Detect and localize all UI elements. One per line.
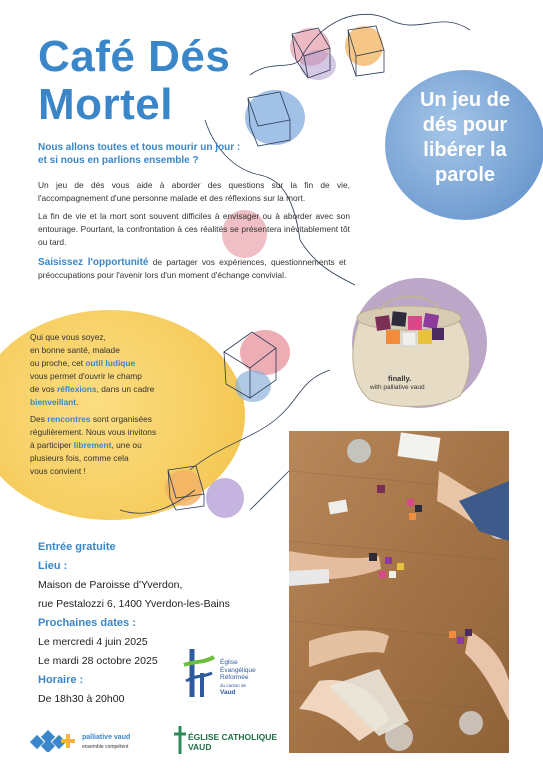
watercolor-purple-top [300, 50, 336, 80]
yellow-line-6 [30, 396, 240, 409]
catholic-line-1: ÉGLISE CATHOLIQUE [188, 732, 278, 742]
eerv-line-2: Évangélique [220, 666, 256, 674]
watercolor-blue-yellow [235, 370, 271, 402]
highlight-librement: librement [73, 440, 112, 450]
yellow-line-4: vous permet d'ouvrir le champ [30, 371, 142, 381]
yellow-line-5a: de vos [30, 384, 58, 394]
yellow-line-7 [30, 413, 240, 426]
place-line-2: rue Pestalozzi 6, 1400 Yverdon-les-Bains [38, 598, 230, 610]
bag-label-2: with palliative vaud [370, 384, 425, 391]
title-line-1: Café Dés [38, 32, 231, 81]
place-line-1: Maison de Paroisse d'Yverdon, [38, 579, 183, 591]
cta-highlight: Saisissez l'opportunité [38, 257, 149, 268]
yellow-line-3 [30, 357, 240, 370]
catholic-line-2: VAUD [188, 742, 212, 752]
dates-label: Prochaines dates : [38, 617, 136, 629]
palliative-sub: ensemble compétent [82, 744, 129, 750]
yellow-line-1: Qui que vous soyez, [30, 332, 106, 342]
place-label: Lieu : [38, 560, 68, 572]
hours-value: De 18h30 à 20h00 [38, 693, 125, 705]
intro-heading-line-2: et si nous en parlions ensemble ? [38, 155, 199, 166]
yellow-line-11: vous convient ! [30, 466, 86, 476]
yellow-line-3a: ou proche, cet [30, 358, 86, 368]
yellow-line-7c: sont organisées [90, 414, 152, 424]
eerv-line-3: Réformée [220, 674, 249, 681]
watercolor-blue-small [245, 90, 305, 145]
watercolor-purple-lower [206, 478, 244, 518]
yellow-line-9a: à participer [30, 440, 74, 450]
yellow-line-5c: , dans un cadre [96, 384, 155, 394]
intro-heading [38, 141, 288, 167]
yellow-line-7a: Des [30, 414, 48, 424]
intro-paragraph-3 [38, 256, 346, 282]
highlight-rencontres: rencontres [47, 414, 91, 424]
catholic-church-logo [172, 724, 278, 758]
yellow-line-2: en bonne santé, malade [30, 345, 120, 355]
yellow-line-8: régulièrement. Nous vous invitons [30, 427, 157, 437]
eerv-line-1: Église [220, 659, 238, 666]
eerv-logo [182, 645, 272, 705]
date-1: Le mercredi 4 juin 2025 [38, 636, 148, 648]
yellow-line-6end: . [76, 397, 79, 407]
palliative-cross-icon [30, 730, 76, 752]
intro-heading-line-1: Nous allons toutes et tous mourir un jour : [38, 142, 241, 153]
title-line-2: Mortel [38, 80, 173, 129]
yellow-line-10: plusieurs fois, comme cela [30, 453, 129, 463]
eerv-line-5: Vaud [220, 689, 236, 696]
palliative-name: palliative vaud [82, 734, 131, 741]
intro-paragraph-2: La fin de vie et la mort sont souvent difficiles à envisager ou à aborder avec son entourage. Pourtant, la confrontation à ces réalités se présentera inévitablement tôt ou tard. [38, 211, 350, 247]
watercolor-orange-top [345, 26, 383, 66]
eerv-text [220, 659, 256, 697]
highlight-bienveillant: bienveillant [30, 397, 77, 407]
date-2: Le mardi 28 octobre 2025 [38, 655, 158, 667]
highlight-reflexions: réflexions [57, 384, 97, 394]
cta-text: de partager vos expériences, questionnements et préoccupations pour l'avenir lors d'un moment d'échange convivial. [38, 257, 347, 280]
intro-paragraph-1: Un jeu de dés vous aide à aborder des questions sur la fin de vie, l'accompagnement d'une personne malade et des réflexions sur la mort. [38, 180, 350, 203]
hours-label: Horaire : [38, 674, 84, 686]
tagline: Un jeu de dés pour libérer la parole [419, 89, 510, 186]
catholic-cross-icon [172, 724, 188, 756]
bag-label-1: finally. [388, 374, 412, 383]
yellow-block-text [30, 331, 240, 478]
watercolor-pink-yellow [240, 330, 290, 375]
yellow-line-9 [30, 439, 240, 452]
entry-label: Entrée gratuite [38, 541, 116, 553]
yellow-line-9c: , une ou [111, 440, 142, 450]
highlight-outil-ludique: outil ludique [85, 358, 136, 368]
eerv-line-4: du canton de [220, 682, 247, 688]
game-table-photo [289, 431, 509, 753]
palliative-vaud-logo [30, 730, 150, 756]
eerv-cross-icon [182, 645, 218, 701]
dice-bag-image [340, 282, 480, 410]
yellow-line-5 [30, 383, 240, 396]
page-title [38, 33, 230, 129]
